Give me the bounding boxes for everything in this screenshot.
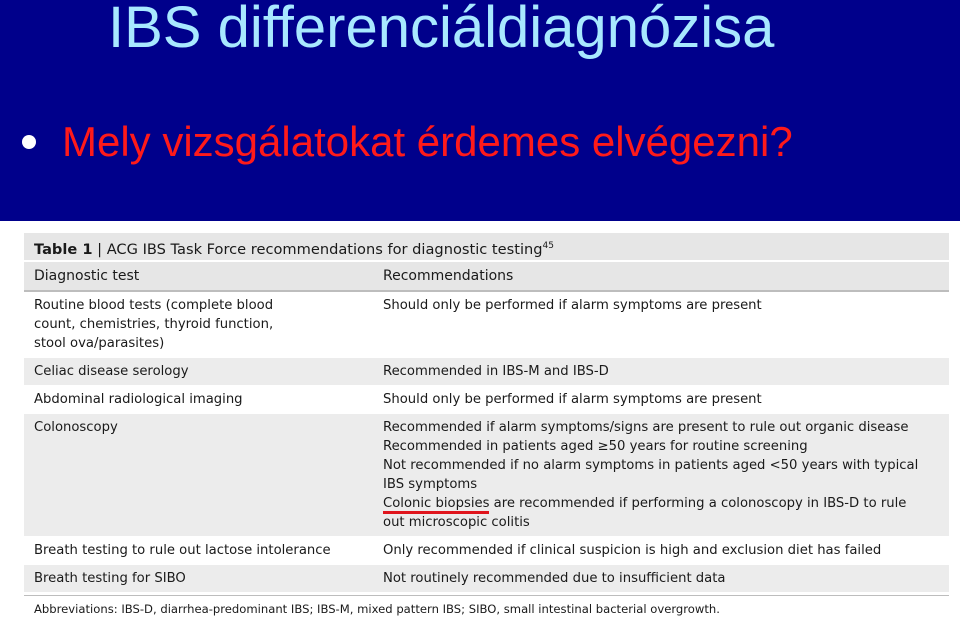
cell-line: Recommended in patients aged ≥50 years for routine screening [383,439,808,454]
cell-line: Colonoscopy [34,420,118,435]
cell-line: IBS symptoms [383,477,478,492]
cell-line: Only recommended if clinical suspicion is high and exclusion diet has failed [383,543,882,558]
cell-line: Abdominal radiological imaging [34,392,243,407]
cell-line: Routine blood tests (complete blood [34,298,274,313]
cell-test [24,358,373,385]
cell-line: stool ova/parasites) [34,336,165,351]
bullet-text: Mely vizsgálatokat érdemes elvégezni? [62,118,793,165]
cell-recommendation [373,358,949,385]
cell-recommendation [373,386,949,413]
table-caption [24,233,949,262]
bullet-item [18,118,793,166]
slide-title: IBS differenciáldiagnózisa [108,0,775,60]
cell-line-rest: are recommended if performing a colonoscopy in IBS-D to rule [489,496,907,511]
cell-line: Celiac disease serology [34,364,189,379]
table-row [24,537,949,565]
table-caption-label: Table 1 [34,241,93,258]
table-row [24,414,949,537]
cell-line: Breath testing to rule out lactose intolerance [34,543,331,558]
table-caption-text: | ACG IBS Task Force recommendations for diagnostic testing [92,241,543,258]
cell-recommendation [373,414,949,536]
table-row [24,292,949,358]
cell-line: count, chemistries, thyroid function, [34,317,274,332]
cell-line: Should only be performed if alarm symptoms are present [383,392,762,407]
cell-test [24,386,373,413]
cell-test [24,537,373,564]
table-image-panel [0,221,960,642]
cell-recommendation [373,292,949,357]
cell-recommendation [373,537,949,564]
cell-line: Not recommended if no alarm symptoms in patients aged <50 years with typical [383,458,919,473]
table-row [24,565,949,593]
cell-line: Should only be performed if alarm symptoms are present [383,298,762,313]
table-header-row [24,262,949,292]
highlighted-phrase: Colonic biopsies [383,496,489,514]
bullet-dot-icon [22,135,36,149]
table-row [24,358,949,386]
recommendations-table [24,233,949,616]
table-abbreviations: Abbreviations: IBS-D, diarrhea-predominant IBS; IBS-M, mixed pattern IBS; SIBO, small intestinal bacterial overgrowth. [24,595,949,616]
table-row [24,386,949,414]
cell-line: Breath testing for SIBO [34,571,186,586]
header-diagnostic-test: Diagnostic test [34,268,140,284]
cell-test [24,292,373,357]
cell-line: Not routinely recommended due to insufficient data [383,571,726,586]
table-caption-ref: 45 [542,241,554,251]
cell-test [24,565,373,592]
cell-line: Recommended in IBS-M and IBS-D [383,364,609,379]
cell-line: Recommended if alarm symptoms/signs are present to rule out organic disease [383,420,909,435]
header-recommendations: Recommendations [383,268,514,284]
cell-line: out microscopic colitis [383,515,530,530]
cell-recommendation [373,565,949,592]
cell-line [383,494,949,513]
cell-test [24,414,373,536]
